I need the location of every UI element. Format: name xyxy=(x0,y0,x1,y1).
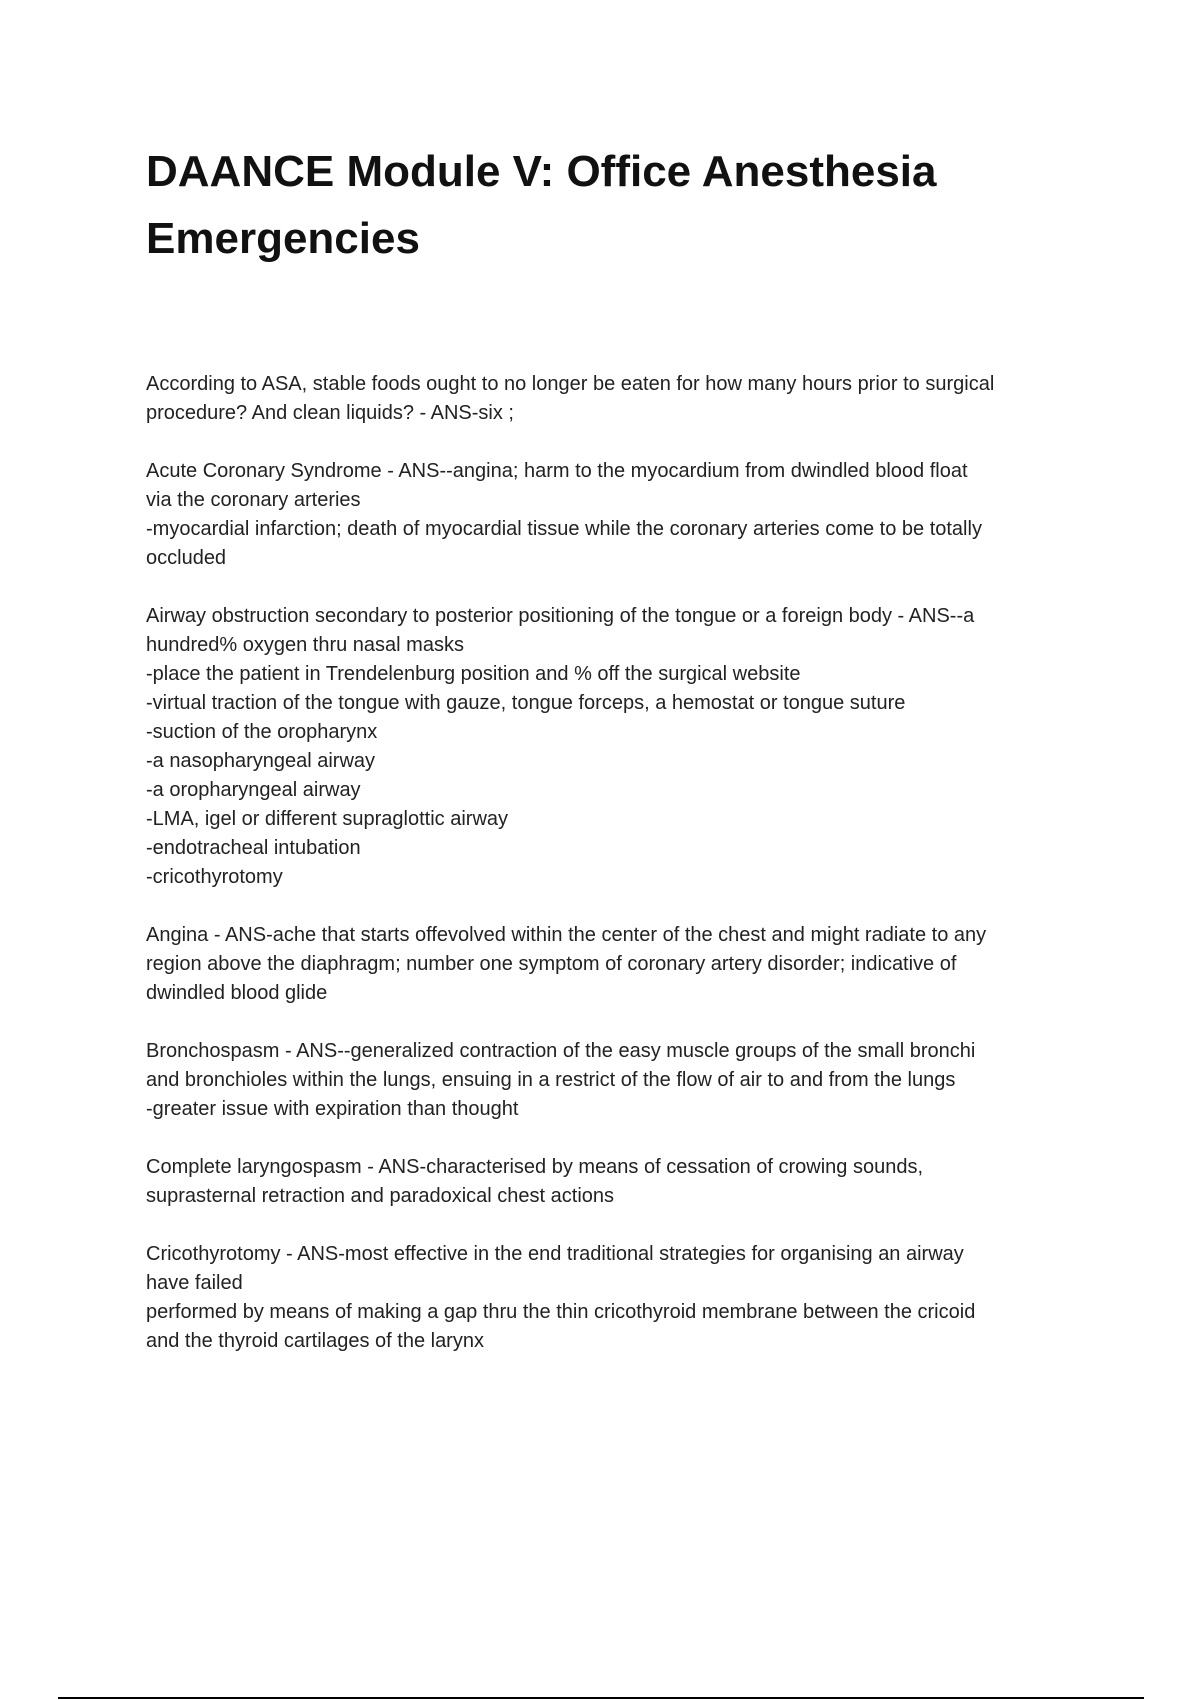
flashcard-list xyxy=(146,370,1096,1385)
entry-line: region above the diaphragm; number one symptom of coronary artery disorder; indicative of xyxy=(146,953,957,975)
entry-line: occluded xyxy=(146,547,227,569)
flashcard-entry-complete-laryngospasm xyxy=(146,1153,1096,1211)
entry-line: -endotracheal intubation xyxy=(146,837,361,859)
entry-line: -a nasopharyngeal airway xyxy=(146,750,376,772)
entry-line: Acute Coronary Syndrome - ANS--angina; harm to the myocardium from dwindled blood float xyxy=(146,460,968,482)
entry-line: performed by means of making a gap thru the thin cricothyroid membrane between the cricoid xyxy=(146,1301,976,1323)
entry-line: -LMA, igel or different supraglottic airway xyxy=(146,808,509,830)
footer-divider xyxy=(58,1697,1144,1699)
entry-line: Complete laryngospasm - ANS-characterised by means of cessation of crowing sounds, xyxy=(146,1156,924,1178)
entry-line: and bronchioles within the lungs, ensuing in a restrict of the flow of air to and from the lungs xyxy=(146,1069,956,1091)
entry-line: dwindled blood glide xyxy=(146,982,328,1004)
entry-line: -cricothyrotomy xyxy=(146,866,283,888)
title-line-1: DAANCE Module V: Office Anesthesia xyxy=(146,147,937,196)
entry-line: -a oropharyngeal airway xyxy=(146,779,361,801)
entry-line: via the coronary arteries xyxy=(146,489,361,511)
document-title xyxy=(146,138,1046,272)
flashcard-entry-cricothyrotomy xyxy=(146,1240,1096,1356)
entry-line: suprasternal retraction and paradoxical chest actions xyxy=(146,1185,615,1207)
entry-line: hundred% oxygen thru nasal masks xyxy=(146,634,464,656)
entry-line: -virtual traction of the tongue with gauze, tongue forceps, a hemostat or tongue suture xyxy=(146,692,906,714)
title-line-2: Emergencies xyxy=(146,214,420,263)
entry-line: Angina - ANS-ache that starts offevolved within the center of the chest and might radiate to any xyxy=(146,924,987,946)
entry-line: have failed xyxy=(146,1272,243,1294)
flashcard-entry-bronchospasm xyxy=(146,1037,1096,1124)
flashcard-entry-airway-obstruction xyxy=(146,602,1096,892)
entry-line: -myocardial infarction; death of myocardial tissue while the coronary arteries come to be totally xyxy=(146,518,982,540)
entry-line: -greater issue with expiration than thought xyxy=(146,1098,519,1120)
entry-line: According to ASA, stable foods ought to no longer be eaten for how many hours prior to surgical xyxy=(146,373,995,395)
entry-line: Airway obstruction secondary to posterior positioning of the tongue or a foreign body - ANS--a xyxy=(146,605,975,627)
entry-line: Cricothyrotomy - ANS-most effective in the end traditional strategies for organising an airway xyxy=(146,1243,964,1265)
flashcard-entry-asa-fasting xyxy=(146,370,1096,428)
entry-line: procedure? And clean liquids? - ANS-six ; xyxy=(146,402,514,424)
entry-line: -place the patient in Trendelenburg position and % off the surgical website xyxy=(146,663,801,685)
entry-line: and the thyroid cartilages of the larynx xyxy=(146,1330,484,1352)
flashcard-entry-acute-coronary-syndrome xyxy=(146,457,1096,573)
entry-line: -suction of the oropharynx xyxy=(146,721,378,743)
flashcard-entry-angina xyxy=(146,921,1096,1008)
entry-line: Bronchospasm - ANS--generalized contraction of the easy muscle groups of the small bronchi xyxy=(146,1040,976,1062)
